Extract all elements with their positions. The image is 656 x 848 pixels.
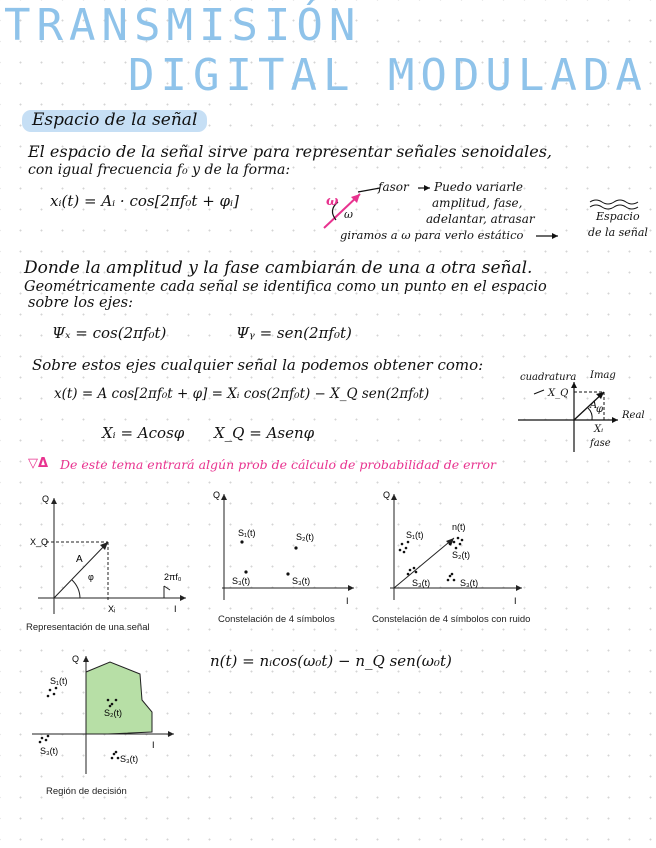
phasor-label: fasor	[378, 180, 409, 194]
formula-n: n(t) = nᵢcos(ω₀t) − n_Q sen(ω₀t)	[210, 652, 452, 670]
giramos-note: giramos a ω para verlo estático	[340, 228, 524, 242]
rep-phi: φ	[88, 572, 94, 582]
phasor-note-line-2: amplitud, fase,	[432, 196, 523, 210]
rep-xq: X_Q	[30, 537, 49, 547]
noisy-q: Q	[383, 490, 391, 500]
psi-y-def: Ψᵧ = sen(2πf₀t)	[236, 324, 352, 342]
phasor-note-line-1: Puedo variarle	[434, 180, 523, 194]
phasor-omega-pink: ω	[326, 194, 339, 209]
rep-q: Q	[42, 494, 50, 504]
noisy-s1: S₁(t)	[406, 530, 424, 540]
quad-real: Real	[622, 410, 645, 421]
espacio-note-line-1: Espacio	[596, 210, 640, 223]
const-q: Q	[213, 490, 221, 500]
caption-decision: Región de decisión	[46, 786, 127, 797]
formula-x: x(t) = A cos[2πf₀t + φ] = Xᵢ cos(2πf₀t) − X_Q sen(2πf₀t)	[54, 386, 430, 402]
const-s4: S₃(t)	[292, 576, 311, 586]
rep-freq: 2πf₀	[164, 572, 182, 582]
intro-line-1: El espacio de la señal sirve para representar señales senoidales,	[28, 142, 552, 161]
const-i: I	[346, 596, 349, 606]
quad-xi: Xᵢ	[594, 424, 604, 435]
quad-fase: fase	[590, 438, 611, 449]
noisy-s2: S₂(t)	[452, 550, 470, 560]
paragraph2-line-2: Geométricamente cada señal se identifica como un punto en el espacio	[24, 279, 547, 295]
dec-q: Q	[72, 654, 80, 664]
xq-def: X_Q = Asenφ	[214, 424, 315, 442]
quad-cuadratura: cuadratura	[520, 372, 577, 383]
xi-def: Xᵢ = Acosφ	[102, 424, 185, 442]
dec-s1: S₁(t)	[50, 676, 68, 686]
section-heading: Espacio de la señal	[22, 110, 207, 132]
warning-icon: ▽ᐃ	[28, 456, 49, 471]
quad-phi: φ	[596, 404, 604, 415]
paragraph2-line-1: Donde la amplitud y la fase cambiarán de una a otra señal.	[24, 258, 533, 278]
title-line-2: DIGITAL MODULADA	[128, 50, 648, 101]
formula-xi: xᵢ(t) = Aᵢ · cos[2πf₀t + φᵢ]	[50, 192, 239, 210]
phasor-omega-label: ω	[344, 208, 353, 221]
noisy-n: n(t)	[452, 522, 466, 532]
pink-note: De este tema entrará algún prob de cálculo de probabilidad de error	[60, 457, 496, 472]
caption-constellation: Constelación de 4 símbolos	[218, 614, 335, 625]
figure-constellation	[210, 488, 360, 612]
figure-decision-region	[24, 650, 184, 780]
rep-i: I	[174, 604, 177, 614]
const-s2: S₂(t)	[296, 532, 314, 542]
figure-noisy-constellation	[380, 486, 530, 612]
noisy-s4: S₃(t)	[460, 578, 479, 588]
rep-xi: Xᵢ	[108, 604, 116, 614]
title-line-1: TRANSMISIÓN	[4, 0, 362, 51]
noisy-s3: S₃(t)	[412, 578, 431, 588]
quad-xq: X_Q	[548, 388, 569, 399]
caption-representation: Representación de una señal	[26, 622, 150, 633]
dec-i: I	[152, 740, 155, 750]
const-s1: S₁(t)	[238, 528, 256, 538]
dec-s3: S₃(t)	[40, 746, 59, 756]
dec-s2: S₂(t)	[104, 708, 122, 718]
caption-noisy: Constelación de 4 símbolos con ruido	[372, 614, 531, 625]
const-s3: S₃(t)	[232, 576, 251, 586]
espacio-note-line-2: de la señal	[588, 226, 648, 239]
paragraph2-line-3: sobre los ejes:	[28, 295, 133, 311]
figure-representation	[24, 490, 199, 620]
noisy-i: I	[514, 596, 517, 606]
psi-x-def: Ψₓ = cos(2πf₀t)	[52, 324, 167, 342]
quad-imag: Imag	[590, 370, 616, 381]
intro-line-2: con igual frecuencia f₀ y de la forma:	[28, 162, 291, 178]
dec-s4: S₃(t)	[120, 754, 139, 764]
phasor-note-line-3: adelantar, atrasar	[426, 212, 535, 226]
quad-a: A	[590, 400, 598, 411]
rep-a: A	[76, 554, 83, 565]
paragraph3: Sobre estos ejes cualquier señal la podemos obtener como:	[32, 356, 484, 374]
